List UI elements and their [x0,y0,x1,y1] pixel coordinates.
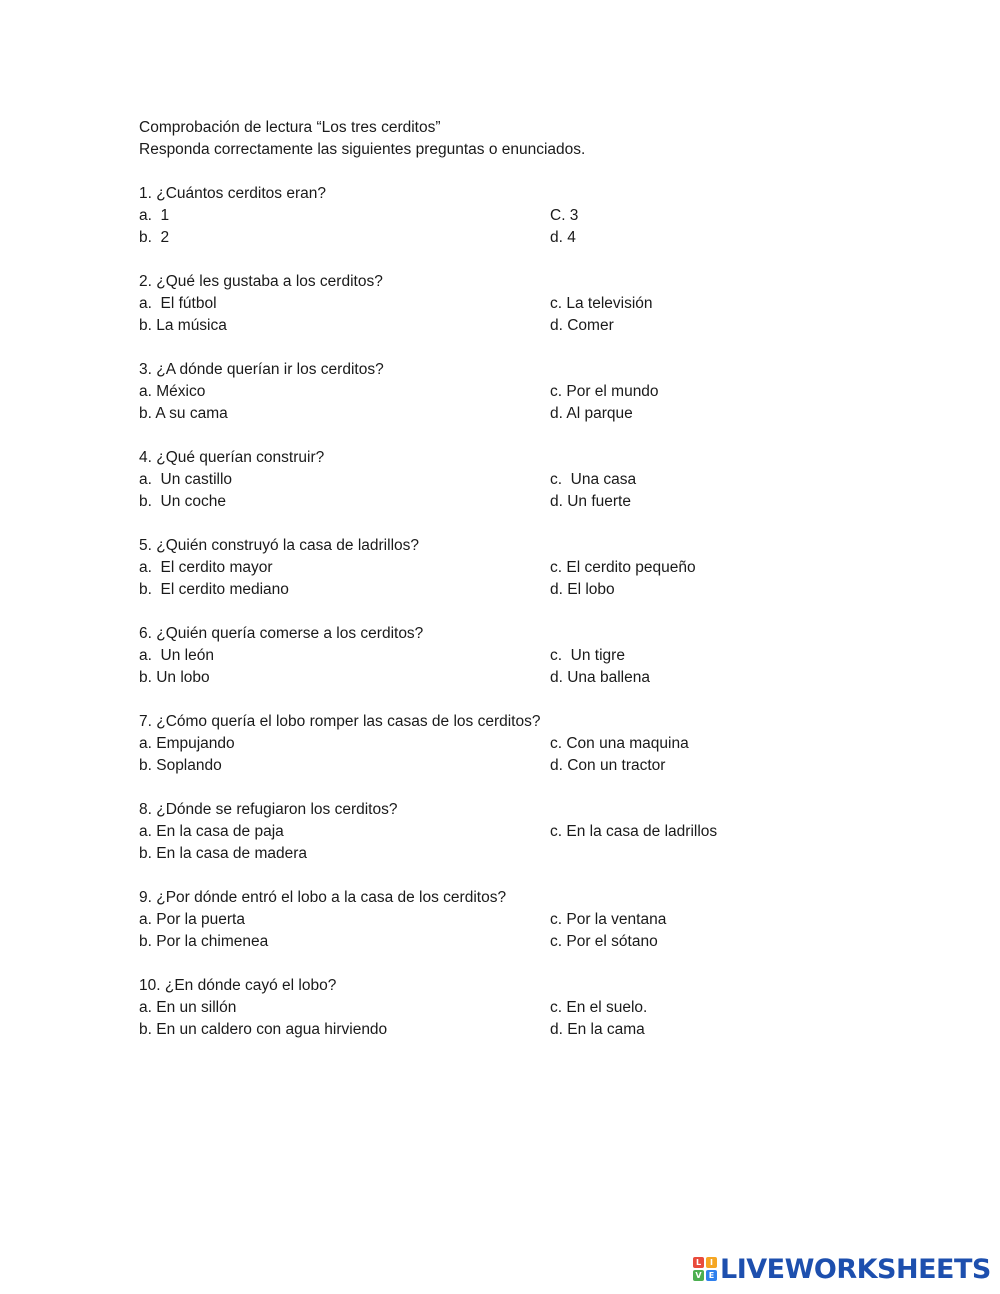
option-row [139,491,919,513]
worksheet-title: Comprobación de lectura “Los tres cerditos” [139,119,441,136]
answer-option: b. El cerdito mediano [139,581,289,598]
answer-option: c. Por el sótano [550,933,658,950]
answer-option: c. En el suelo. [550,999,648,1016]
answer-option: d. En la cama [550,1021,645,1038]
logo-text: LIVEWORKSHEETS [720,1253,991,1285]
answer-option: d. 4 [550,229,576,246]
spacer [139,425,919,447]
answer-option: a. México [139,383,206,400]
answer-option: d. Una ballena [550,669,650,686]
question-text: 2. ¿Qué les gustaba a los cerditos? [139,273,383,290]
option-row [139,403,919,425]
spacer [139,689,919,711]
spacer [139,337,919,359]
answer-option: b. Un lobo [139,669,210,686]
answer-option: b. Soplando [139,757,222,774]
spacer [139,601,919,623]
answer-option: d. Un fuerte [550,493,631,510]
answer-option: b. Un coche [139,493,227,510]
liveworksheets-logo [693,1253,991,1285]
question-text: 6. ¿Quién quería comerse a los cerditos? [139,625,424,642]
answer-option: c. La televisión [550,295,653,312]
worksheet-instructions: Responda correctamente las siguientes preguntas o enunciados. [139,141,586,158]
option-row [139,205,919,227]
answer-option: b. 2 [139,229,170,246]
answer-option: b. Por la chimenea [139,933,269,950]
option-row [139,381,919,403]
question-text: 5. ¿Quién construyó la casa de ladrillos? [139,537,420,554]
option-row [139,821,919,843]
answer-option: b. La música [139,317,227,334]
answer-option: a. Un león [139,647,214,664]
answer-option: c. En la casa de ladrillos [550,823,718,840]
option-row [139,469,919,491]
spacer [139,161,919,183]
spacer [139,249,919,271]
logo-blocks-icon [693,1257,717,1281]
spacer [139,865,919,887]
answer-option: c. Con una maquina [550,735,689,752]
answer-option: c. Por el mundo [550,383,659,400]
option-row [139,667,919,689]
answer-option: a. El fútbol [139,295,217,312]
answer-option: c. Una casa [550,471,637,488]
answer-option: c. El cerdito pequeño [550,559,696,576]
answer-option: a. En la casa de paja [139,823,284,840]
option-row [139,931,919,953]
answer-option: d. Al parque [550,405,633,422]
logo-letter-block: V [693,1270,704,1281]
answer-option: c. Por la ventana [550,911,667,928]
answer-option: a. En un sillón [139,999,237,1016]
option-row [139,579,919,601]
answer-option: d. Con un tractor [550,757,666,774]
answer-option: a. Por la puerta [139,911,245,928]
worksheet [139,117,919,1041]
answer-option: c. Un tigre [550,647,625,664]
logo-letter-block: L [693,1257,704,1268]
question-text: 1. ¿Cuántos cerditos eran? [139,185,326,202]
option-row [139,755,919,777]
option-row [139,1019,919,1041]
question-text: 10. ¿En dónde cayó el lobo? [139,977,337,994]
answer-option: b. A su cama [139,405,228,422]
option-row [139,733,919,755]
spacer [139,513,919,535]
answer-option: a. Un castillo [139,471,233,488]
spacer [139,953,919,975]
option-row [139,557,919,579]
option-row [139,315,919,337]
question-text: 8. ¿Dónde se refugiaron los cerditos? [139,801,398,818]
question-text: 7. ¿Cómo quería el lobo romper las casas de los cerditos? [139,713,541,730]
question-text: 3. ¿A dónde querían ir los cerditos? [139,361,384,378]
answer-option: b. En la casa de madera [139,845,308,862]
spacer [139,777,919,799]
logo-letter-block: I [706,1257,717,1268]
question-text: 4. ¿Qué querían construir? [139,449,325,466]
answer-option: b. En un caldero con agua hirviendo [139,1021,388,1038]
answer-option: C. 3 [550,207,579,224]
option-row [139,909,919,931]
answer-option [550,843,919,865]
option-row [139,227,919,249]
answer-option: a. 1 [139,207,170,224]
option-row [139,645,919,667]
option-row [139,997,919,1019]
option-row [139,293,919,315]
answer-option: a. Empujando [139,735,235,752]
question-text: 9. ¿Por dónde entró el lobo a la casa de los cerditos? [139,889,507,906]
question-list [139,161,919,1041]
answer-option: d. El lobo [550,581,615,598]
logo-letter-block: E [706,1270,717,1281]
answer-option: d. Comer [550,317,614,334]
answer-option: a. El cerdito mayor [139,559,273,576]
option-row [139,843,919,865]
